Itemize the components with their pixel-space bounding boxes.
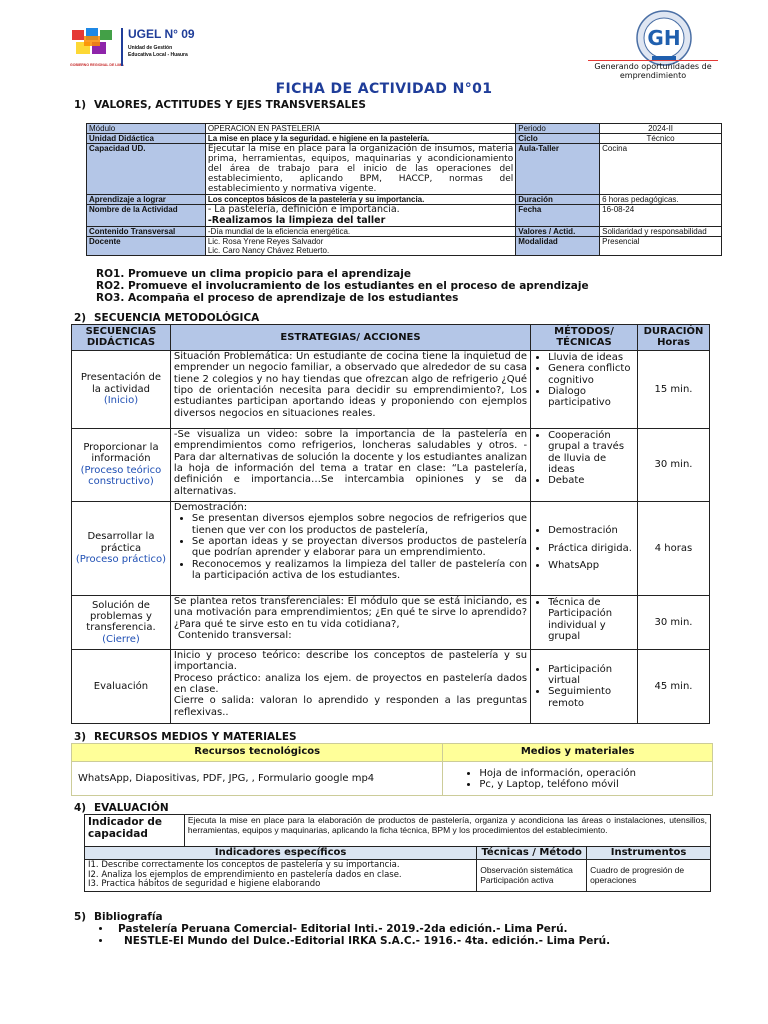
sequence-phase: (Cierre) xyxy=(102,633,140,645)
sequence-name: Evaluación xyxy=(93,680,149,692)
page-title: FICHA DE ACTIVIDAD N°01 xyxy=(275,81,493,97)
section-3-title: RECURSOS MEDIOS Y MATERIALES xyxy=(94,731,297,743)
contenido-value: -Día mundial de la eficiencia energética. xyxy=(205,227,515,237)
section-1-number: 1) xyxy=(74,99,87,111)
modulo-label: Módulo xyxy=(87,124,206,134)
modalidad-value: Presencial xyxy=(600,237,722,256)
strategy-line: Cierre o salida: valoran lo aprendido y responden a las preguntas reflexivas.. xyxy=(173,695,528,718)
fecha-label: Fecha xyxy=(516,205,600,227)
method-item: • Cooperación grupal a través de lluvia de ideas xyxy=(548,430,634,476)
table-row xyxy=(87,195,722,205)
strategy-item: • Se presentan diversos ejemplos sobre negocios de refrigerios que tienen que ver con los productos de pastelería, xyxy=(192,513,527,536)
sequence-name: Presentación de la actividad xyxy=(80,372,161,395)
table-header-row xyxy=(72,744,713,762)
ro-item: RO3. Acompaña el proceso de aprendizaje de los estudiantes xyxy=(96,292,459,304)
ro-item: RO2. Promueve el involucramiento de los estudiantes en el proceso de aprendizaje xyxy=(96,280,589,292)
activity-info-table xyxy=(86,123,722,256)
section-2-number: 2) xyxy=(74,312,87,324)
section-5-title: Bibliografía xyxy=(94,911,163,923)
region-caption: GOBIERNO REGIONAL DE LIMA xyxy=(70,63,124,67)
modalidad-label: Modalidad xyxy=(516,237,600,256)
col-header-methods: MÉTODOS/ TÉCNICAS xyxy=(531,325,638,351)
methods-cell xyxy=(531,350,638,428)
table-row xyxy=(85,815,711,847)
strategy-item: • Reconocemos y realizamos la limpieza del taller de pastelería con la participación activa de los estudiantes. xyxy=(192,559,527,582)
method-item: • Práctica dirigida. xyxy=(548,543,634,554)
periodo-label: Periodo xyxy=(516,124,600,134)
indicator-item: I1. Describe correctamente los conceptos de pastelería y su importancia. xyxy=(88,860,400,870)
sequence-cell xyxy=(72,428,171,501)
col-header-sequences: SECUENCIAS DIDÁCTICAS xyxy=(72,325,171,351)
aula-value: Cocina xyxy=(600,144,722,195)
periodo-value: 2024-II xyxy=(600,124,722,134)
fecha-value: 16-08-24 xyxy=(600,205,722,227)
media-item: • Pc, y Laptop, teléfono móvil xyxy=(479,779,706,790)
table-header-row xyxy=(72,325,710,351)
duration-cell: 30 min. xyxy=(638,428,710,501)
bibliography-item: • Pastelería Peruana Comercial- Editorial Inti.- 2019.-2da edición.- Lima Perú. xyxy=(112,923,610,935)
evaluation-table xyxy=(84,814,711,892)
table-row xyxy=(72,762,713,796)
table-row xyxy=(87,205,722,227)
sequence-cell xyxy=(72,595,171,649)
methods-cell xyxy=(531,428,638,501)
sequence-phase: (Proceso práctico) xyxy=(75,554,167,566)
section-1-heading xyxy=(74,99,366,111)
section-4-heading xyxy=(74,802,169,814)
method-item: • Técnica de Participación individual y grupal xyxy=(548,597,634,643)
method-item: • Lluvia de ideas xyxy=(548,352,634,363)
strategy-extra: Contenido transversal: xyxy=(177,630,292,642)
technique-item: Observación sistemática xyxy=(480,865,573,875)
strategy-line: Proceso práctico: analiza los ejem. de proyectos en pastelería dados en clase. xyxy=(173,672,528,696)
sequence-cell xyxy=(72,501,171,595)
actividad-line-1: - La pastelería, definición e importancia. xyxy=(207,204,400,215)
strategy-title: Demostración: xyxy=(173,501,248,513)
col-header-strategies: ESTRATEGIAS/ ACCIONES xyxy=(170,325,530,351)
indicador-value: Ejecuta la mise en place para la elaboración de productos de pastelería, organiza y acondiciona las áreas o instalaciones, utensilios, herramientas, equipos y maquinarias, aplicando la ficha técnica, BPM y los procedimientos del establecimiento. xyxy=(184,815,710,847)
resources-table xyxy=(71,743,713,796)
col-header-duration: DURACIÓN Horas xyxy=(638,325,710,351)
sequence-name: Proporcionar la información xyxy=(83,442,159,465)
strategy-line: Inicio y proceso teórico: describe los conceptos de pastelería y su importancia. xyxy=(173,649,528,673)
school-caption-line-2: emprendimiento xyxy=(619,71,687,80)
ugel-line-2: Educativa Local - Huaura xyxy=(128,52,188,58)
table-row xyxy=(72,649,710,723)
col-header-indicators: Indicadores específicos xyxy=(85,847,477,860)
method-item: • Seguimiento remoto xyxy=(548,686,634,709)
sequence-name: Solución de problemas y transferencia. xyxy=(86,599,156,634)
docente-line-2: Lic. Caro Nancy Chávez Retuerto. xyxy=(207,246,330,255)
docente-line-1: Lic. Rosa Yrene Reyes Salvador xyxy=(207,237,324,246)
methods-cell xyxy=(531,501,638,595)
table-row xyxy=(87,124,722,134)
col-header-techniques: Técnicas / Método xyxy=(477,847,587,860)
school-caption-line-1: Generando oportunidades de xyxy=(594,62,712,71)
ugel-line-1: Unidad de Gestión xyxy=(128,45,173,51)
aula-label: Aula-Taller xyxy=(516,144,600,195)
media-cell xyxy=(443,762,713,796)
strategy-cell xyxy=(170,501,530,595)
section-5-number: 5) xyxy=(74,911,87,923)
method-item: • Participación virtual xyxy=(548,664,634,687)
methodology-table xyxy=(71,324,710,724)
sequence-cell xyxy=(72,350,171,428)
ugel-title: UGEL N° 09 xyxy=(128,27,195,41)
table-row xyxy=(72,428,710,501)
section-2-title: SECUENCIA METODOLÓGICA xyxy=(94,312,260,324)
tech-resources-value: WhatsApp, Diapositivas, PDF, JPG, , Formulario google mp4 xyxy=(72,762,443,796)
col-header-media: Medios y materiales xyxy=(443,744,713,762)
duracion-label: Duración xyxy=(516,195,600,205)
header xyxy=(0,0,768,88)
section-2-heading xyxy=(74,312,259,324)
svg-text:GH: GH xyxy=(647,26,681,50)
strategy-cell: -Se visualiza un video: sobre la importancia de la pastelería en emprendimientos como refrigerios, loncheras saludables y otros. -Para dar alternativas de solución la docente y los estudiantes analizan la hoja de información del tema a tratar en clase: “La pastelería, definición e importancia…Se intercambia opiniones y se da alternativas. xyxy=(170,428,530,501)
sequence-cell xyxy=(72,649,171,723)
method-item: • Genera conflicto cognitivo xyxy=(548,363,634,386)
table-header-row xyxy=(85,847,711,860)
instruments-cell: Cuadro de progresión de operaciones xyxy=(587,860,711,892)
section-1-title: VALORES, ACTITUDES Y EJES TRANSVERSALES xyxy=(94,99,366,111)
section-3-heading xyxy=(74,731,297,743)
media-item: • Hoja de información, operación xyxy=(479,768,706,779)
unidad-label: Unidad Didáctica xyxy=(87,134,206,144)
section-4-title: EVALUACIÓN xyxy=(94,802,169,814)
method-item: • Debate xyxy=(548,475,634,486)
duration-cell: 4 horas xyxy=(638,501,710,595)
method-item: • WhatsApp xyxy=(548,560,634,571)
section-4-number: 4) xyxy=(74,802,87,814)
table-row xyxy=(85,860,711,892)
capacidad-label: Capacidad UD. xyxy=(87,144,206,195)
indicator-item: I2. Analiza los ejemplos de emprendimiento en pastelería dados en clase. xyxy=(88,869,402,880)
strategy-item: • Se aportan ideas y se proyectan diversos productos de pastelería que podrían aprender y elaborar para un emprendimiento. xyxy=(192,536,527,559)
docente-value xyxy=(205,237,515,256)
school-caption xyxy=(588,60,718,80)
aprendizaje-label: Aprendizaje a lograr xyxy=(87,195,206,205)
indicador-label: Indicador de capacidad xyxy=(85,815,185,847)
duration-cell: 45 min. xyxy=(638,649,710,723)
capacidad-value: Ejecutar la mise en place para la organización de insumos, materia prima, herramientas, equipos, maquinarias y acondicionamiento del área de trabajo para el inicio de las operaciones del establecimiento, aplicando BPM, HACCP, normas del establecimiento y normativa vigente. xyxy=(205,144,515,195)
table-row xyxy=(87,134,722,144)
actividad-label: Nombre de la Actividad xyxy=(87,205,206,227)
duration-cell: 30 min. xyxy=(638,595,710,649)
regional-logo xyxy=(70,26,124,67)
col-header-instruments: Instrumentos xyxy=(587,847,711,860)
modulo-value: OPERACION EN PASTELERIA xyxy=(205,124,515,134)
table-row xyxy=(72,350,710,428)
strategy-cell xyxy=(170,649,530,723)
bibliography-item: • NESTLE-El Mundo del Dulce.-Editorial IRKA S.A.C.- 1916.- 4ta. edición.- Lima Perú. xyxy=(112,935,610,947)
valores-label: Valores / Actid. xyxy=(516,227,600,237)
actividad-value xyxy=(205,205,515,227)
indicators-cell xyxy=(85,860,477,892)
sequence-name: Desarrollar la práctica xyxy=(87,531,155,554)
duration-cell: 15 min. xyxy=(638,350,710,428)
contenido-label: Contenido Transversal xyxy=(87,227,206,237)
valores-value: Solidaridad y responsabilidad xyxy=(600,227,722,237)
sequence-phase: (Inicio) xyxy=(103,395,139,407)
strategy-cell: Situación Problemática: Un estudiante de cocina tiene la inquietud de emprender un negocio familiar, a observado que alrededor de su casa tiene 2 colegios y no hay tiendas que ofrezcan algo de refrigerio ¿Qué tipo de orientación necesita para decidir su emprendimiento?, Los estudiantes participan aportando ideas y proponiendo con ejemplos diversos negocios en situaciones reales. xyxy=(170,350,530,428)
docente-label: Docente xyxy=(87,237,206,256)
method-item: • Dialogo participativo xyxy=(548,386,634,409)
methods-cell xyxy=(531,649,638,723)
strategy-text: Se plantea retos transferenciales: El módulo que se está iniciando, es una motivación para emprendimientos; ¿En qué te sirve lo aprendido? ¿Para qué te sirve esto en tu vida cotidiana?, xyxy=(173,595,528,630)
table-row xyxy=(72,595,710,649)
table-row xyxy=(72,501,710,595)
regional-emblem-icon xyxy=(70,26,114,58)
bibliography-list xyxy=(94,923,610,947)
duracion-value: 6 horas pedagógicas. xyxy=(600,195,722,205)
methods-cell xyxy=(531,595,638,649)
table-row xyxy=(87,227,722,237)
strategy-cell xyxy=(170,595,530,649)
section-3-number: 3) xyxy=(74,731,87,743)
ro-list xyxy=(96,268,589,304)
techniques-cell xyxy=(477,860,587,892)
unidad-value: La mise en place y la seguridad. e higiene en la pastelería. xyxy=(205,134,515,144)
sequence-phase: (Proceso teórico constructivo) xyxy=(80,464,162,488)
ugel-block xyxy=(121,28,206,66)
table-row xyxy=(87,144,722,195)
ciclo-value: Técnico xyxy=(600,134,722,144)
method-item: • Demostración xyxy=(548,525,634,536)
section-5-heading xyxy=(74,911,163,923)
ro-item: RO1. Promueve un clima propicio para el aprendizaje xyxy=(96,268,411,280)
aprendizaje-value: Los conceptos básicos de la pastelería y su importancia. xyxy=(205,195,515,205)
col-header-tech-resources: Recursos tecnológicos xyxy=(72,744,443,762)
ciclo-label: Ciclo xyxy=(516,134,600,144)
table-row xyxy=(87,237,722,256)
indicator-item: I3. Practica hábitos de seguridad e higiene elaborando xyxy=(88,879,321,889)
technique-item: Participación activa xyxy=(480,874,554,885)
actividad-line-2: -Realizamos la limpieza del taller xyxy=(207,214,386,226)
